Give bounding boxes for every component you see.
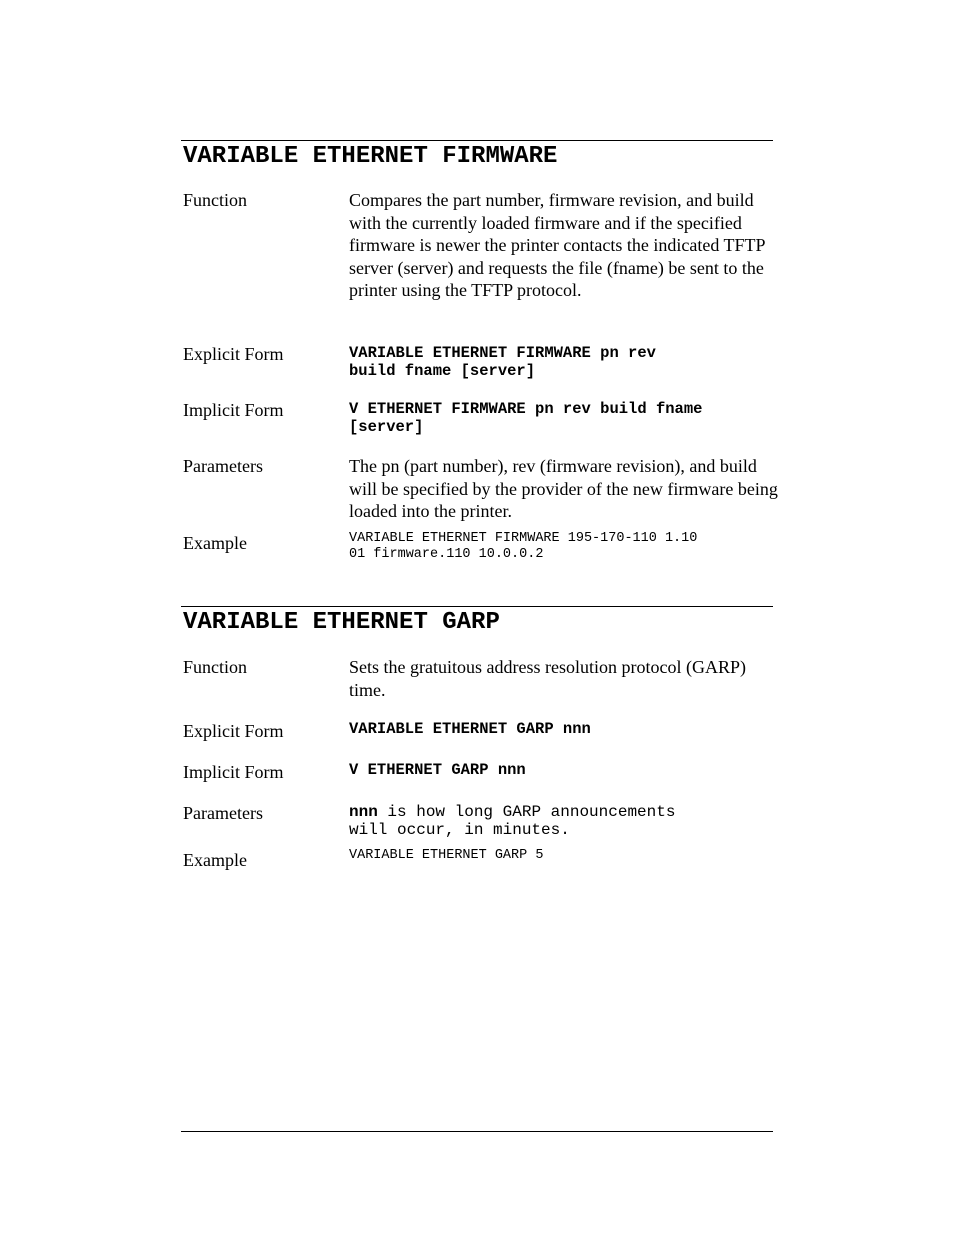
- footer-divider: [181, 1131, 773, 1132]
- parameters-line-1: [349, 803, 779, 821]
- function-label: Function: [183, 190, 248, 210]
- example-label: Example: [183, 850, 247, 870]
- section-title: VARIABLE ETHERNET FIRMWARE: [183, 143, 558, 170]
- section-divider: [181, 606, 773, 607]
- section-title: VARIABLE ETHERNET GARP: [183, 609, 500, 636]
- explicit-form-line-1: VARIABLE ETHERNET GARP nnn: [349, 720, 591, 738]
- implicit-form-line-1: V ETHERNET GARP nnn: [349, 761, 526, 779]
- example-line-2: 01 firmware.110 10.0.0.2: [349, 547, 544, 562]
- example-label: Example: [183, 533, 247, 553]
- function-label: Function: [183, 657, 248, 677]
- function-text: Sets the gratuitous address resolution protocol (GARP) time.: [349, 657, 746, 700]
- implicit-form-label: Implicit Form: [183, 762, 284, 782]
- example-line-1: VARIABLE ETHERNET FIRMWARE 195-170-110 1.10: [349, 531, 698, 546]
- parameters-description: is how long GARP announcements: [377, 803, 676, 821]
- explicit-form-label: Explicit Form: [183, 721, 284, 741]
- implicit-form-line-1: V ETHERNET FIRMWARE pn rev build fname: [349, 400, 703, 418]
- explicit-form-label: Explicit Form: [183, 344, 284, 364]
- function-text: Compares the part number, firmware revision, and build with the currently loaded firmware and if the specified firmware is newer the printer contacts the indicated TFTP server (server) and requests the file (fname) be sent to the printer using the TFTP protocol.: [349, 190, 765, 300]
- explicit-form-line-1: VARIABLE ETHERNET FIRMWARE pn rev: [349, 344, 656, 362]
- section-divider: [181, 140, 773, 141]
- example-line-1: VARIABLE ETHERNET GARP 5: [349, 848, 544, 863]
- parameters-text: The pn (part number), rev (firmware revision), and build will be specified by the provider of the new firmware being loaded into the printer.: [349, 456, 778, 521]
- parameters-term: nnn: [349, 803, 378, 821]
- parameters-line-2: will occur, in minutes.: [349, 821, 570, 839]
- parameters-label: Parameters: [183, 456, 263, 476]
- explicit-form-line-2: build fname [server]: [349, 362, 536, 380]
- parameters-label: Parameters: [183, 803, 263, 823]
- implicit-form-line-2: [server]: [349, 418, 424, 436]
- implicit-form-label: Implicit Form: [183, 400, 284, 420]
